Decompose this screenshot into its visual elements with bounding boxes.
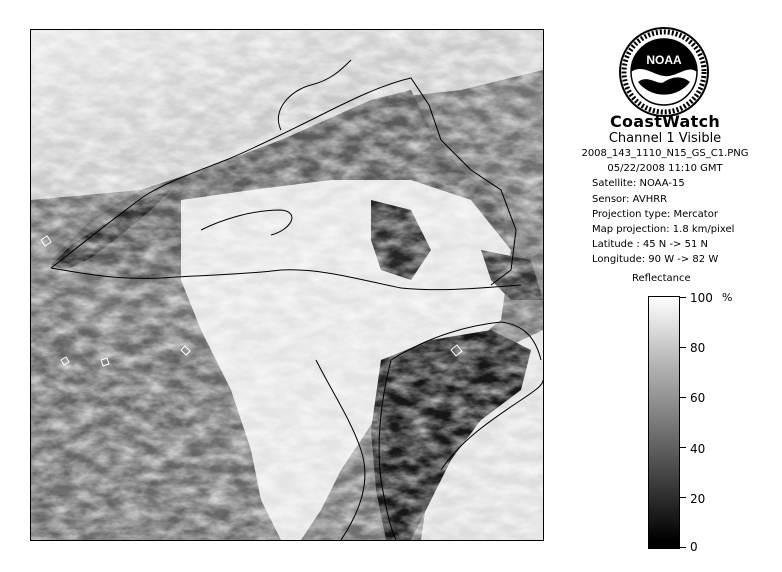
date-time: 05/22/2008 11:10 GMT: [607, 163, 723, 174]
tick-label-100: 100: [690, 291, 713, 305]
satellite-imagery-svg: [31, 30, 543, 540]
logo-text: NOAA: [646, 53, 682, 67]
longitude-range: Longitude: 90 W -> 82 W: [592, 254, 719, 265]
tick-mark: [680, 397, 686, 398]
tick-label-20: 20: [690, 492, 706, 506]
satellite-image: [30, 29, 544, 541]
noaa-logo: [618, 26, 710, 118]
tick-label-40: 40: [690, 442, 706, 456]
colorbar-unit: %: [722, 291, 733, 304]
cloud-texture: [31, 30, 543, 540]
tick-mark: [680, 347, 686, 348]
satellite-info: Satellite: NOAA-15: [592, 178, 685, 189]
map-projection: Map projection: 1.8 km/pixel: [592, 224, 735, 235]
tick-mark: [680, 497, 686, 498]
projection-type: Projection type: Mercator: [592, 209, 718, 220]
latitude-range: Latitude : 45 N -> 51 N: [592, 239, 708, 250]
tick-mark: [680, 447, 686, 448]
noaa-emblem-icon: [618, 26, 710, 118]
tick-mark: [680, 547, 686, 548]
colorbar-title: Reflectance: [632, 273, 691, 284]
sensor-info: Sensor: AVHRR: [592, 194, 668, 205]
brand-title: CoastWatch: [609, 112, 721, 131]
channel-label: Channel 1 Visible: [608, 131, 722, 146]
tick-mark: [680, 297, 686, 298]
tick-label-0: 0: [690, 540, 698, 554]
tick-label-80: 80: [690, 341, 706, 355]
tick-label-60: 60: [690, 391, 706, 405]
reflectance-colorbar: [648, 296, 680, 549]
file-name: 2008_143_1110_N15_GS_C1.PNG: [581, 148, 749, 159]
